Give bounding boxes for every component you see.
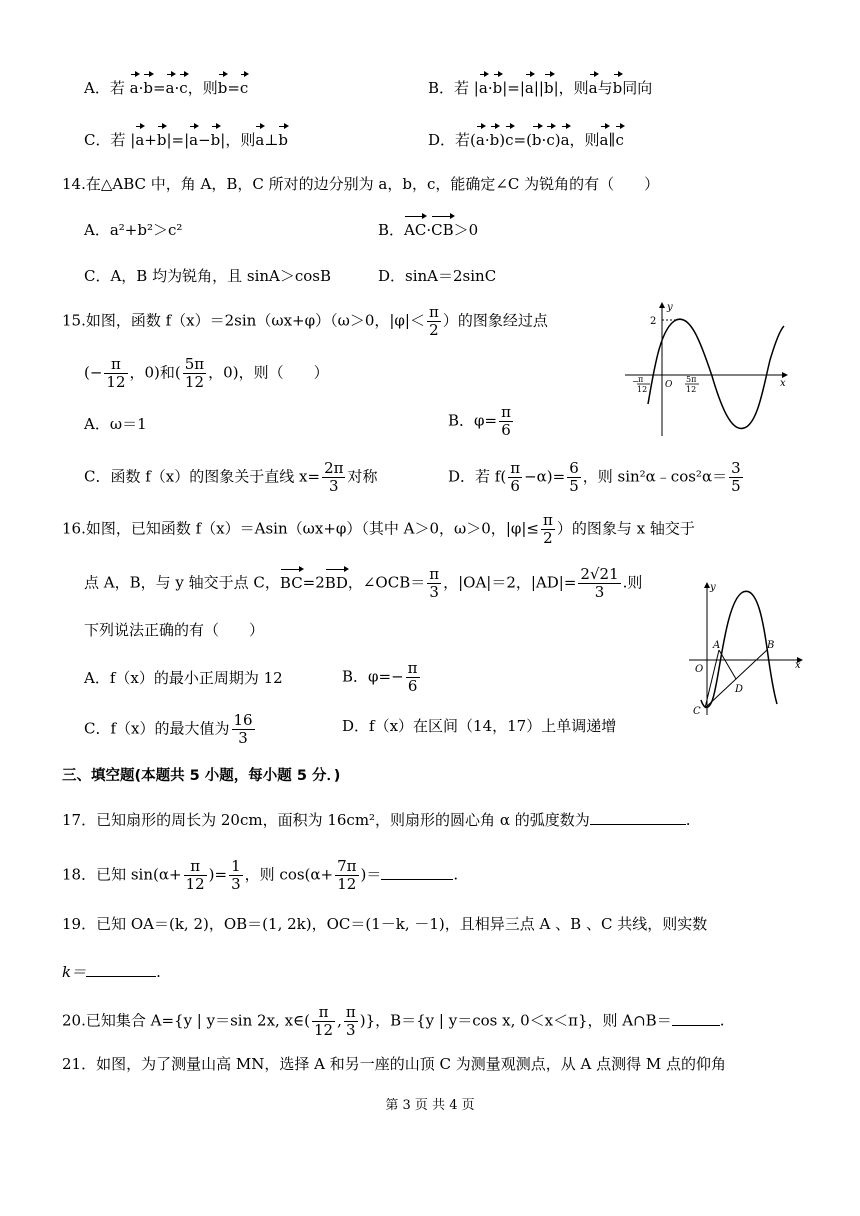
- section-3-title: 三、填空题(本题共 5 小题，每小题 5 分．): [62, 768, 341, 784]
- q14-option-a: A．a²+b²＞c²: [84, 221, 183, 239]
- q19-line2: k＝ .: [62, 963, 161, 981]
- svg-text:12: 12: [686, 385, 697, 394]
- q15-option-a: A．ω＝1: [84, 415, 147, 433]
- svg-text:−: −: [632, 377, 639, 386]
- svg-text:2: 2: [650, 316, 657, 327]
- q16-option-a: A．f（x）的最小正周期为 12: [84, 669, 283, 687]
- q14-option-c: C．A，B 均为锐角，且 sinA＞cosB: [84, 267, 332, 285]
- q17: 17．已知扇形的周长为 20cm，面积为 16cm²，则扇形的圆心角 α 的弧度数为 .: [62, 811, 691, 829]
- page-footer: 第 3 页 共 4 页: [385, 1098, 475, 1113]
- q13-option-c: C．若 |a+b|=|a−b|，则a⊥b: [84, 128, 288, 152]
- q13-option-b: B．若 |a·b|=|a||b|，则a与b同向: [428, 76, 652, 100]
- q16-line3: 下列说法正确的有（ ）: [84, 621, 265, 639]
- q13-option-d: D．若(a·b)c=(b·c)a，则a∥c: [428, 128, 624, 152]
- svg-text:π: π: [638, 375, 644, 384]
- q15-option-d: D．若 f( $\frac{\pi}{6}$ −α)= $\frac{6}{5}$ ，则 sin²α﹣cos²α＝ $\frac{3}{5}$: [448, 459, 741, 495]
- q14-option-b: B．AC·CB＞0: [378, 218, 478, 242]
- svg-text:5π: 5π: [686, 375, 697, 384]
- q16-stem: 16.如图，已知函数 f（x）＝Asin（ωx+φ）（其中 A＞0，ω＞0，|φ|≤ $\frac{\pi}{2}$ ）的图象与 x 轴交于: [62, 511, 695, 547]
- q15-option-b: B．φ= $\frac{\pi}{6}$: [448, 403, 511, 439]
- svg-text:C: C: [693, 706, 701, 717]
- svg-text:y: y: [667, 302, 673, 313]
- q15-stem: 15.如图，函数 f（x）＝2sin（ωx+φ）（ω＞0，|φ|＜ $\frac{\pi}{2}$ ）的图象经过点: [62, 303, 548, 339]
- q15-option-c: C．函数 f（x）的图象关于直线 x= $\frac{2\pi}{3}$ 对称: [84, 459, 378, 495]
- q16-option-b: B．φ=− $\frac{\pi}{6}$: [342, 659, 418, 695]
- q15-sine-graph: [620, 300, 790, 440]
- q16-option-c: C．f（x）的最大值为 $\frac{16}{3}$: [84, 711, 253, 747]
- q18: 18．已知 sin(α+ $\frac{\pi}{12}$ )= $\frac{1}{3}$ ，则 cos(α+ $\frac{7\pi}{12}$ )＝ .: [62, 857, 459, 893]
- q16-option-d: D．f（x）在区间（14，17）上单调递增: [342, 717, 617, 735]
- q21: 21．如图，为了测量山高 MN，选择 A 和另一座的山顶 C 为测量观测点，从 A 点测得 M 点的仰角: [62, 1055, 726, 1073]
- svg-text:y: y: [710, 582, 716, 593]
- svg-text:x: x: [795, 660, 801, 671]
- svg-text:B: B: [767, 640, 775, 651]
- q14-option-d: D．sinA＝2sinC: [378, 267, 497, 285]
- q14-stem: 14.在△ABC 中，角 A，B，C 所对的边分别为 a，b，c，能确定∠C 为锐角的有（ ）: [62, 175, 660, 193]
- svg-text:x: x: [780, 378, 786, 389]
- q19-line1: 19．已知 OA＝(k, 2)，OB＝(1, 2k)，OC＝(1－k, －1)，且相异三点 A 、B 、C 共线，则实数: [62, 915, 708, 933]
- svg-text:12: 12: [637, 385, 648, 394]
- svg-text:O: O: [695, 664, 704, 675]
- q15-points: (− $\frac{\pi}{12}$ ，0)和( $\frac{5\pi}{12}$ ，0)，则（ ）: [84, 355, 329, 391]
- q13-option-a: A．若 a·b=a·c，则b=c: [84, 76, 248, 100]
- q16-line2: 点 A，B，与 y 轴交于点 C，BC=2BD，∠OCB＝ $\frac{\pi}{3}$ ，|OA|＝2，|AD|= $\frac{2√21}{3}$ .则: [84, 565, 643, 601]
- q16-graph: [685, 580, 805, 720]
- q20: 20.已知集合 A={y | y＝sin 2x, x∈( $\frac{\pi}{12}$ , $\frac{\pi}{3}$ )}，B＝{y | y＝cos x, 0＜x＜π}，则 A∩B＝ .: [62, 1003, 725, 1039]
- svg-text:D: D: [735, 684, 744, 695]
- svg-text:O: O: [665, 380, 673, 390]
- svg-text:A: A: [713, 640, 721, 651]
